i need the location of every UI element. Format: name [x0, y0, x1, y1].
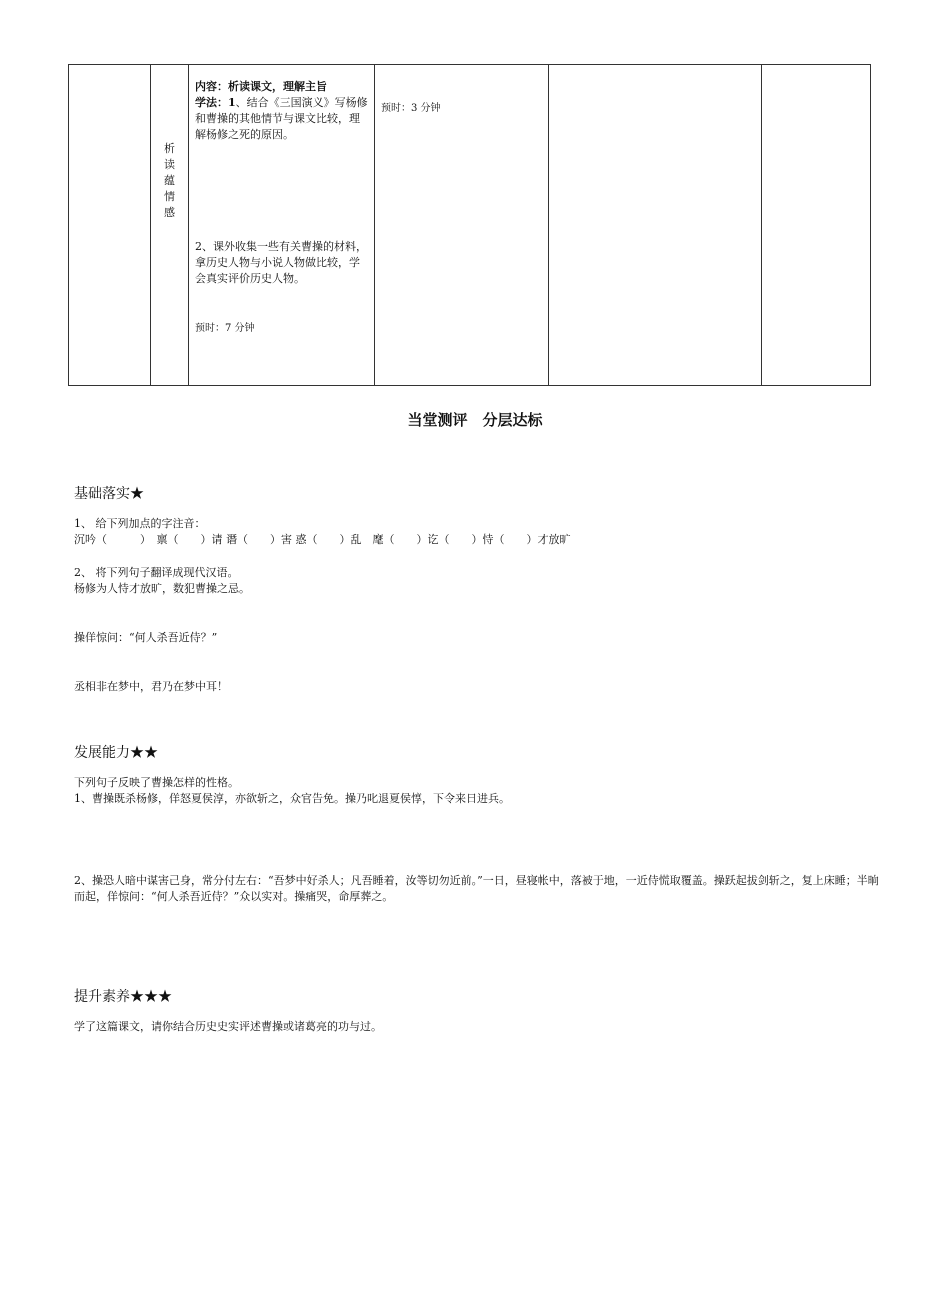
method-2: 2、课外收集一些有关曹操的材料，拿历史人物与小说人物做比较，学会真实评价历史人物。 [195, 240, 367, 285]
method-label: 学法： [195, 96, 228, 109]
content-cell [189, 65, 375, 386]
develop-item-2: 2、操恐人暗中谋害己身，常分付左右：“吾梦中好杀人；凡吾睡着，汝等切勿近前。”一日，昼寝帐中，落被于地，一近侍慌取覆盖。操跃起拔剑斩之，复上床睡；半晌而起，佯惊问：“何人杀吾近侍？”众以实对。操痛哭，命厚葬之。 [74, 874, 879, 903]
time-estimate-b: 预时：3 分钟 [381, 103, 441, 114]
q2-sentence-3: 丞相非在梦中，君乃在梦中耳！ [74, 680, 228, 693]
improve-prompt: 学了这篇课文，请你结合历史史实评述曹操或诸葛亮的功与过。 [74, 1020, 382, 1033]
q1-title: 1、 给下列加点的字注音： [74, 517, 206, 530]
develop-item-1: 1、曹操既杀杨修，佯怒夏侯淳，亦欲斩之，众官告免。操乃叱退夏侯惇，下令来日进兵。 [74, 792, 510, 805]
improve-heading: 提升素养★★★ [74, 989, 172, 1005]
table-cell-empty [762, 65, 871, 386]
method-1: 内容：析读课文，理解主旨 学法：1、结合《三国演义》写杨修和曹操的其他情节与课文比较，理解杨修之死的原因。 [195, 80, 368, 141]
table-cell-empty [549, 65, 762, 386]
develop-heading: 发展能力★★ [74, 745, 158, 761]
stage-cell [151, 65, 189, 386]
q1-line: 沉吟（ ） 禀（ ）请 谮（ ）害 惑（ ）乱 麾（ ）讫（ ）恃（ ）才放旷 [74, 533, 571, 546]
table-row [69, 65, 871, 386]
q2-sentence-2: 操佯惊问：“何人杀吾近侍？” [74, 631, 218, 644]
content-heading: 内容：析读课文，理解主旨 [195, 80, 327, 93]
lesson-plan-table [68, 64, 871, 386]
develop-intro: 下列句子反映了曹操怎样的性格。 [74, 776, 239, 789]
time-cell [375, 65, 549, 386]
stage-label: 析 读 蕴 情 感 [164, 142, 175, 219]
table-cell-empty [69, 65, 151, 386]
time-estimate-a: 预时：7 分钟 [195, 323, 255, 334]
assessment-title: 当堂测评 分层达标 [407, 411, 543, 429]
q2-title: 2、 将下列句子翻译成现代汉语。 [74, 566, 239, 579]
q2-sentence-1: 杨修为人恃才放旷，数犯曹操之忌。 [74, 582, 250, 595]
basic-heading: 基础落实★ [74, 486, 144, 502]
